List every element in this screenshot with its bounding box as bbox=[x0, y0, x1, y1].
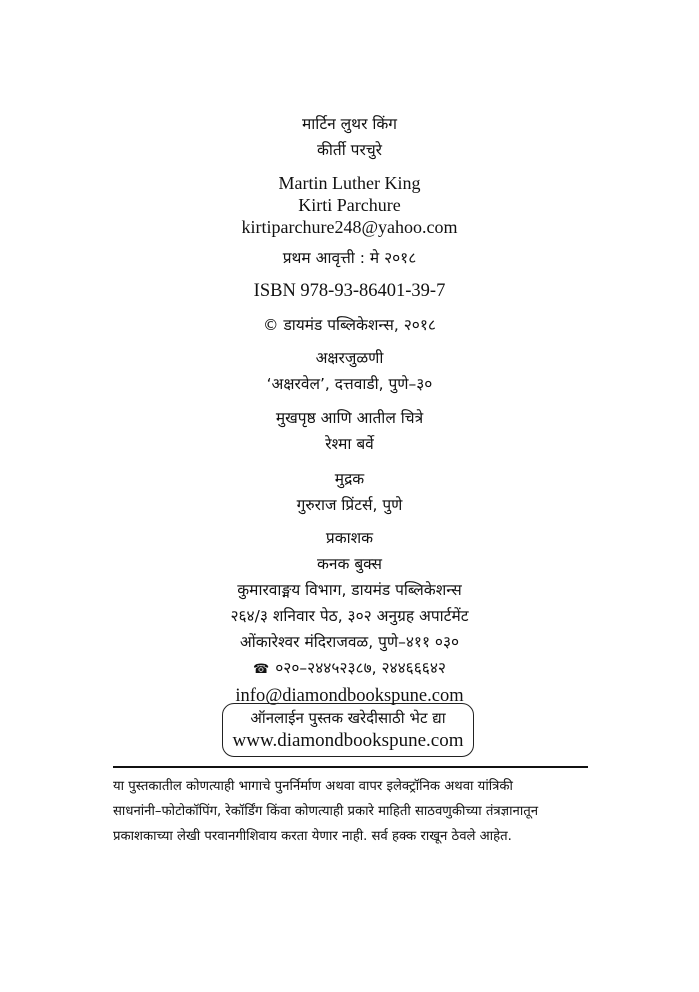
printer-value: गुरुराज प्रिंटर्स, पुणे bbox=[296, 496, 403, 514]
printer-label: मुद्रक bbox=[334, 470, 365, 488]
copyright-line bbox=[0, 312, 699, 338]
english-title: Martin Luther King bbox=[278, 173, 421, 193]
copyright-notice bbox=[113, 774, 593, 849]
copyright: © डायमंड पब्लिकेशन्स, २०१८ bbox=[263, 316, 436, 334]
cover-label: मुखपृष्ठ आणि आतील चित्रे bbox=[275, 409, 424, 427]
publisher-division: कुमारवाङ्मय विभाग, डायमंड पब्लिकेशन्स bbox=[237, 581, 462, 599]
marathi-credits bbox=[0, 111, 699, 163]
typesetting-value: ‘अक्षरवेल’, दत्तवाडी, पुणे–३० bbox=[266, 375, 433, 393]
english-writer: Kirti Parchure bbox=[298, 195, 401, 215]
publisher-address-line1: २६४/३ शनिवार पेठ, ३०२ अनुग्रह अपार्टमेंट bbox=[230, 607, 469, 625]
edition: प्रथम आवृत्ती : मे २०१८ bbox=[282, 249, 417, 267]
cover-value: रेश्मा बर्वे bbox=[325, 435, 374, 453]
notice-line: या पुस्तकातील कोणत्याही भागाचे पुनर्निर्माण अथवा वापर इलेक्ट्रॉनिक अथवा यांत्रिकी bbox=[113, 779, 513, 794]
english-credits bbox=[0, 172, 699, 238]
typesetting-section bbox=[0, 345, 699, 397]
publisher-email[interactable]: info@diamondbookspune.com bbox=[235, 686, 464, 706]
notice-line: प्रकाशकाच्या लेखी परवानगीशिवाय करता येणार नाही. सर्व हक्क राखून ठेवले आहेत. bbox=[113, 829, 512, 844]
publisher-phone: ०२०–२४४५२३८७, २४४६६६४२ bbox=[275, 659, 446, 677]
typesetting-label: अक्षरजुळणी bbox=[315, 349, 384, 367]
publisher-section bbox=[0, 525, 699, 709]
publisher-name: कनक बुक्स bbox=[316, 555, 383, 573]
isbn: ISBN 978-93-86401-39-7 bbox=[253, 281, 446, 301]
website-link[interactable]: www.diamondbookspune.com bbox=[232, 730, 464, 751]
publisher-phone-line bbox=[0, 655, 699, 683]
telephone-icon: ☎ bbox=[253, 662, 270, 677]
online-order-box bbox=[222, 703, 474, 757]
publisher-address-line2: ओंकारेश्वर मंदिराजवळ, पुणे–४११ ०३० bbox=[239, 633, 460, 651]
printer-section bbox=[0, 466, 699, 518]
divider bbox=[113, 766, 588, 768]
edition-line bbox=[0, 245, 699, 271]
author-email: kirtiparchure248@yahoo.com bbox=[241, 217, 458, 237]
online-order-label: ऑनलाईन पुस्तक खरेदीसाठी भेट द्या bbox=[250, 709, 446, 727]
isbn-line bbox=[0, 278, 699, 304]
publisher-label: प्रकाशक bbox=[325, 529, 374, 547]
cover-section bbox=[0, 405, 699, 457]
marathi-writer: कीर्ती परचुरे bbox=[316, 141, 383, 159]
notice-line: साधनांनी–फोटोकॉपिंग, रेकॉर्डिंग किंवा कोणत्याही प्रकारे माहिती साठवणुकीच्या तंत्रज्ञानातून bbox=[113, 804, 539, 819]
marathi-author: मार्टिन लुथर किंग bbox=[302, 115, 397, 133]
